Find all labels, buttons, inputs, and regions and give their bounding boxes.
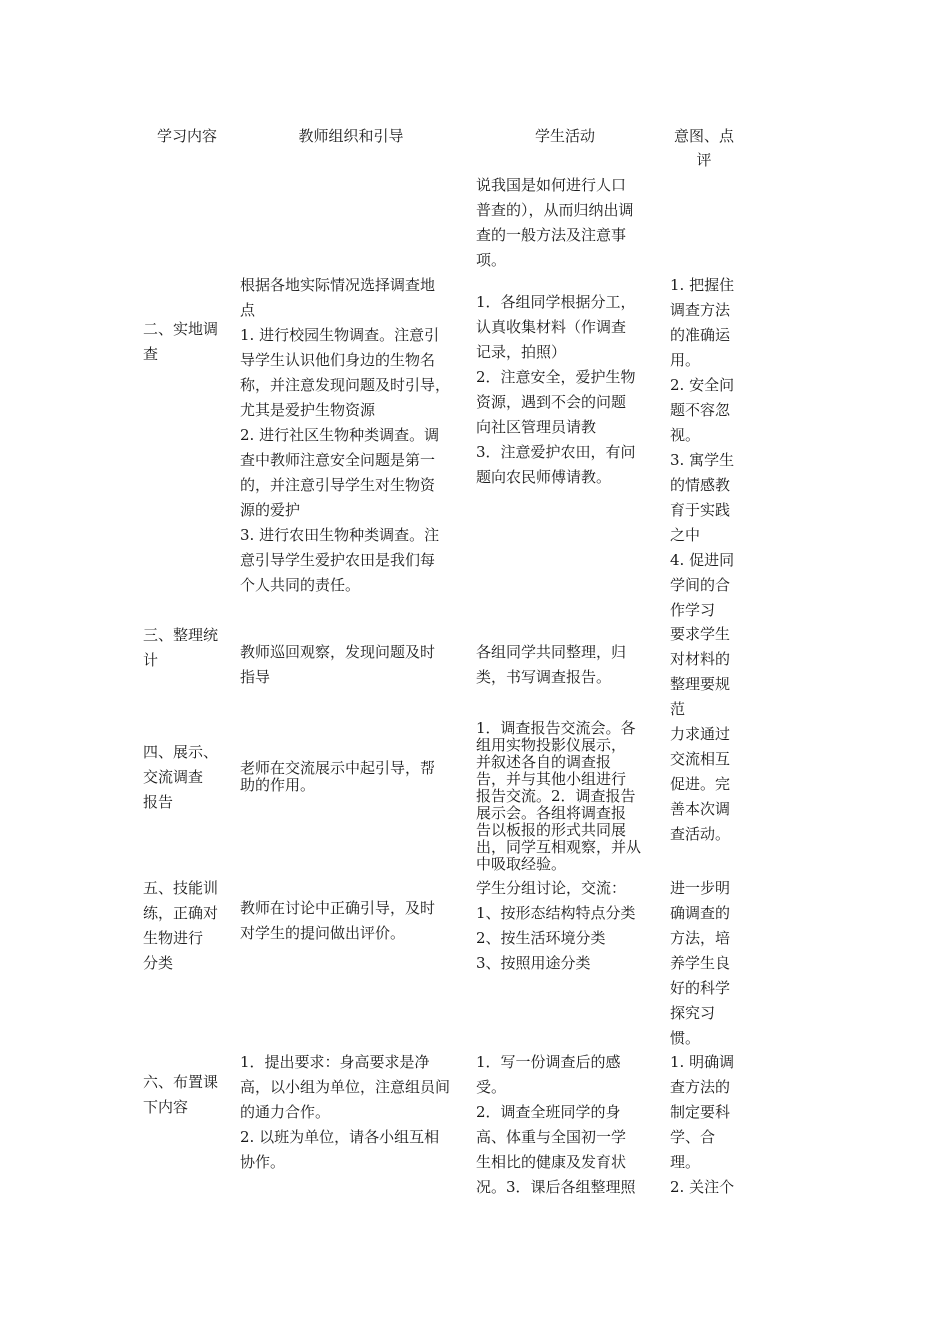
cell-line: 力求通过 bbox=[670, 725, 731, 743]
row4-teacher-guidance bbox=[240, 896, 465, 946]
cell-line: 之中 bbox=[670, 526, 701, 544]
cell-line: 促进。完 bbox=[670, 775, 731, 793]
cell-line: 资源，遇到不会的问题 bbox=[476, 393, 627, 411]
cell-line: 探究习 bbox=[670, 1004, 716, 1022]
cell-line: 2．注意安全，爱护生物 bbox=[476, 368, 636, 386]
cell-line: 计 bbox=[143, 651, 159, 669]
cell-line: 查方法的 bbox=[670, 1078, 731, 1096]
cell-line: 3．注意爱护农田，有问 bbox=[476, 443, 636, 461]
cell-line: 学、合 bbox=[670, 1128, 716, 1146]
cell-line: 的准确运 bbox=[670, 326, 731, 344]
cell-line: 生相比的健康及发育状 bbox=[476, 1153, 627, 1171]
cell-line: 学生分组讨论，交流： bbox=[476, 879, 627, 897]
cell-line: 视。 bbox=[670, 426, 701, 444]
row5-intent-comment bbox=[670, 1050, 742, 1200]
cell-line: 点 bbox=[240, 301, 256, 319]
cell-line: 好的科学 bbox=[670, 979, 731, 997]
cell-line: 协作。 bbox=[240, 1153, 286, 1171]
cell-line: 查 bbox=[143, 345, 159, 363]
cell-line: 练，正确对 bbox=[143, 904, 219, 922]
row5-teacher-guidance bbox=[240, 1050, 465, 1175]
cell-line: 确调查的 bbox=[670, 904, 731, 922]
cell-line: 对材料的 bbox=[670, 650, 731, 668]
cell-line: 要求学生 bbox=[670, 625, 731, 643]
cell-line: 出，同学互相观察，并从 bbox=[476, 838, 642, 856]
cell-line: 养学生良 bbox=[670, 954, 731, 972]
cell-line: 1．提出要求：身高要求是净 bbox=[240, 1053, 430, 1071]
cell-line: 调查方法 bbox=[670, 301, 731, 319]
cell-line: 称，并注意发现问题及时引导， bbox=[240, 376, 451, 394]
row1-intent-comment bbox=[670, 273, 742, 623]
cell-line: 1、按形态结构特点分类 bbox=[476, 904, 636, 922]
cell-line: 高，以小组为单位，注意组员间 bbox=[240, 1078, 451, 1096]
cell-line: 4. 促进同 bbox=[670, 551, 735, 569]
row1-learning-content bbox=[143, 317, 229, 367]
cell-line: 善本次调 bbox=[670, 800, 731, 818]
cell-line: 生物进行 bbox=[143, 929, 204, 947]
cell-line: 分类 bbox=[143, 954, 174, 972]
cell-line: 指导 bbox=[240, 668, 271, 686]
cell-line: 类，书写调查报告。 bbox=[476, 668, 612, 686]
cell-line: 记录，拍照） bbox=[476, 343, 567, 361]
cell-line: 1. 明确调 bbox=[670, 1053, 735, 1071]
cell-line: 题向农民师傅请教。 bbox=[476, 468, 612, 486]
cell-line: 育于实践 bbox=[670, 501, 731, 519]
header-teacher-guidance: 教师组织和引导 bbox=[298, 127, 404, 145]
cell-line: 学间的合 bbox=[670, 576, 731, 594]
cell-line: 五、技能训 bbox=[143, 879, 219, 897]
cell-line: 的情感教 bbox=[670, 476, 731, 494]
cell-line: 整理要规 bbox=[670, 675, 731, 693]
row2-intent-comment bbox=[670, 622, 742, 722]
cell-line: 1．调查报告交流会。各 bbox=[476, 719, 636, 737]
cell-line: 三、整理统 bbox=[143, 626, 219, 644]
cell-line: 导学生认识他们身边的生物名 bbox=[240, 351, 436, 369]
row0-student-activity bbox=[476, 173, 656, 273]
row4-student-activity bbox=[476, 876, 656, 976]
cell-line: 对学生的提问做出评价。 bbox=[240, 924, 406, 942]
cell-line: 下内容 bbox=[143, 1098, 189, 1116]
row4-learning-content bbox=[143, 876, 229, 976]
cell-line: 意引导学生爱护农田是我们每 bbox=[240, 551, 436, 569]
cell-line: 的，并注意引导学生对生物资 bbox=[240, 476, 436, 494]
cell-line: 展示会。各组将调查报 bbox=[476, 804, 627, 822]
cell-line: 向社区管理员请教 bbox=[476, 418, 597, 436]
cell-line: 报告交流。2．调查报告 bbox=[476, 787, 636, 805]
row3-student-activity bbox=[476, 720, 656, 873]
cell-line: 3. 寓学生 bbox=[670, 451, 735, 469]
cell-line: 各组同学共同整理，归 bbox=[476, 643, 627, 661]
cell-line: 制定要科 bbox=[670, 1103, 731, 1121]
cell-line: 告，并与其他小组进行 bbox=[476, 770, 627, 788]
cell-line: 源的爱护 bbox=[240, 501, 301, 519]
cell-line: 六、布置课 bbox=[143, 1073, 219, 1091]
cell-line: 的通力合作。 bbox=[240, 1103, 331, 1121]
cell-line: 根据各地实际情况选择调查地 bbox=[240, 276, 436, 294]
row1-teacher-guidance bbox=[240, 273, 465, 598]
row2-teacher-guidance bbox=[240, 640, 465, 690]
cell-line: 方法，培 bbox=[670, 929, 731, 947]
cell-line: 3、按照用途分类 bbox=[476, 954, 591, 972]
row5-student-activity bbox=[476, 1050, 656, 1200]
cell-line: 老师在交流展示中起引导，帮 bbox=[240, 759, 436, 777]
cell-line: 交流相互 bbox=[670, 750, 731, 768]
cell-line: 2. 安全问 bbox=[670, 376, 735, 394]
cell-line: 2. 以班为单位，请各小组互相 bbox=[240, 1128, 440, 1146]
cell-line: 说我国是如何进行人口 bbox=[476, 176, 627, 194]
header-learning-content: 学习内容 bbox=[156, 127, 217, 145]
cell-line: 2．调查全班同学的身 bbox=[476, 1103, 621, 1121]
cell-line: 个人共同的责任。 bbox=[240, 576, 361, 594]
cell-line: 教师巡回观察，发现问题及时 bbox=[240, 643, 436, 661]
cell-line: 报告 bbox=[143, 793, 174, 811]
cell-line: 3. 进行农田生物种类调查。注 bbox=[240, 526, 440, 544]
cell-line: 2. 关注个 bbox=[670, 1178, 735, 1196]
cell-line: 高、体重与全国初一学 bbox=[476, 1128, 627, 1146]
row5-learning-content bbox=[143, 1070, 229, 1120]
cell-line: 2、按生活环境分类 bbox=[476, 929, 606, 947]
row4-intent-comment bbox=[670, 876, 742, 1051]
cell-line: 认真收集材料（作调查 bbox=[476, 318, 627, 336]
cell-line: 用。 bbox=[670, 351, 701, 369]
row1-student-activity bbox=[476, 290, 656, 490]
cell-line: 2. 进行社区生物种类调查。调 bbox=[240, 426, 440, 444]
cell-line: 查中教师注意安全问题是第一 bbox=[240, 451, 436, 469]
header-intent-comment: 意图、点评 bbox=[673, 127, 734, 169]
cell-line: 普查的），从而归纳出调 bbox=[476, 201, 634, 219]
cell-line: 1．各组同学根据分工， bbox=[476, 293, 636, 311]
header-student-activity: 学生活动 bbox=[534, 127, 595, 145]
cell-line: 况。3．课后各组整理照 bbox=[476, 1178, 636, 1196]
cell-line: 助的作用。 bbox=[240, 776, 316, 794]
cell-line: 二、实地调 bbox=[143, 320, 219, 338]
cell-line: 告以板报的形式共同展 bbox=[476, 821, 627, 839]
cell-line: 1. 进行校园生物调查。注意引 bbox=[240, 326, 440, 344]
cell-line: 进一步明 bbox=[670, 879, 731, 897]
cell-line: 中吸取经验。 bbox=[476, 855, 567, 873]
cell-line: 组用实物投影仪展示， bbox=[476, 736, 627, 754]
row2-learning-content bbox=[143, 623, 229, 673]
row2-student-activity bbox=[476, 640, 656, 690]
cell-line: 题不容忽 bbox=[670, 401, 731, 419]
row3-teacher-guidance bbox=[240, 760, 465, 794]
cell-line: 查活动。 bbox=[670, 825, 731, 843]
cell-line: 1．写一份调查后的感 bbox=[476, 1053, 621, 1071]
cell-line: 尤其是爱护生物资源 bbox=[240, 401, 376, 419]
cell-line: 并叙述各自的调查报 bbox=[476, 753, 612, 771]
cell-line: 惯。 bbox=[670, 1029, 701, 1047]
cell-line: 作学习 bbox=[670, 601, 716, 619]
cell-line: 项。 bbox=[476, 251, 507, 269]
cell-line: 1. 把握住 bbox=[670, 276, 735, 294]
cell-line: 范 bbox=[670, 700, 686, 718]
row3-learning-content bbox=[143, 740, 229, 815]
cell-line: 教师在讨论中正确引导，及时 bbox=[240, 899, 436, 917]
cell-line: 受。 bbox=[476, 1078, 507, 1096]
row3-intent-comment bbox=[670, 722, 742, 847]
cell-line: 理。 bbox=[670, 1153, 701, 1171]
cell-line: 查的一般方法及注意事 bbox=[476, 226, 627, 244]
cell-line: 四、展示、 bbox=[143, 743, 219, 761]
cell-line: 交流调查 bbox=[143, 768, 204, 786]
